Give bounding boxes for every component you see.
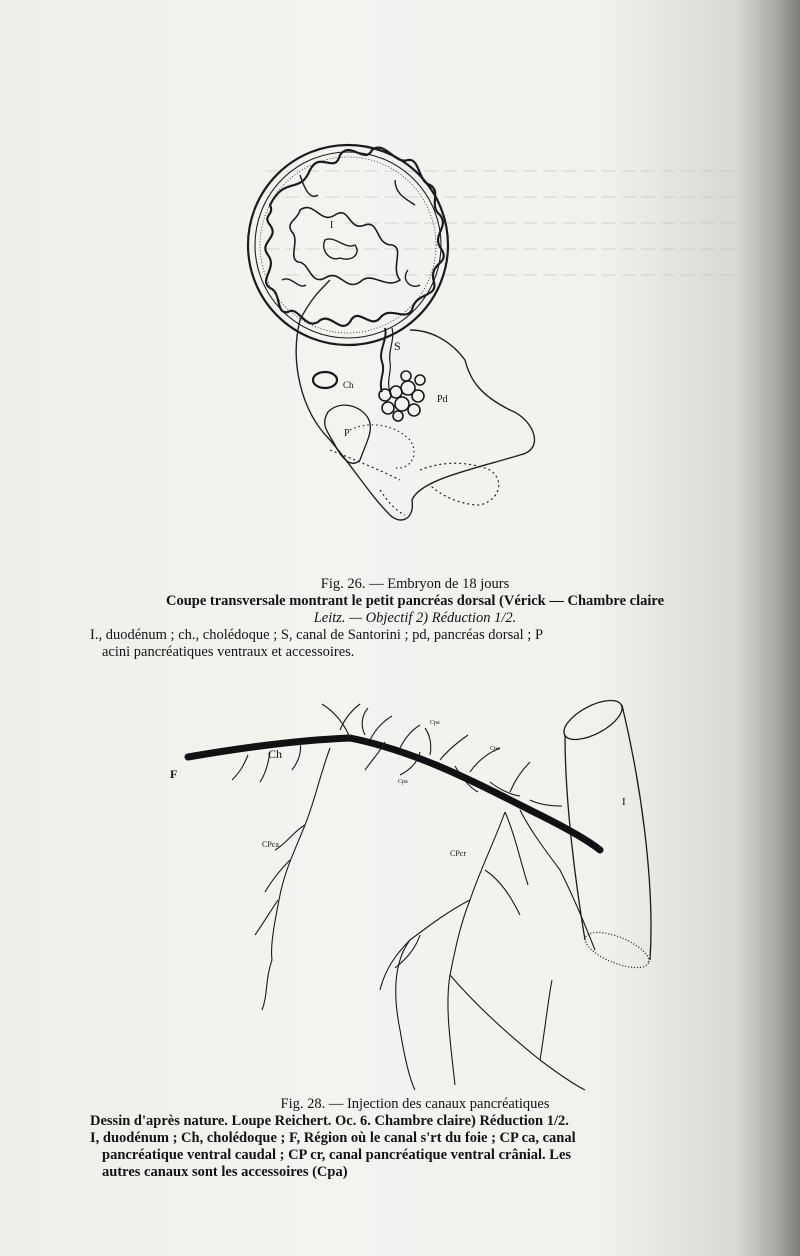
- fig26-legend-line1: I., duodénum ; ch., cholédoque ; S, canal de Santorini ; pd, pancréas dorsal ; P: [90, 627, 544, 643]
- fig28-label-Cpa-3: Cpa: [398, 779, 408, 785]
- fig28-label-F: F: [170, 767, 178, 781]
- fig28-choledoque-duct: [188, 738, 600, 850]
- fig28-label-CPcr: CPcr: [450, 849, 466, 858]
- fig28-labels: [170, 720, 626, 858]
- fig26-label-Pd: Pd: [437, 394, 448, 405]
- fig28-caption-line1: Dessin d'après nature. Loupe Reichert. Oc. 6. Chambre claire) Réduction 1/2.: [90, 1113, 569, 1129]
- fig26-label-P: P: [344, 428, 350, 439]
- fig28-label-I: I: [622, 796, 626, 808]
- fig28-label-Cpa-2: Cpa: [490, 746, 500, 752]
- fig26-caption: [90, 576, 740, 661]
- fig26-drawing: [296, 280, 534, 520]
- fig28-caption-line3: pancréatique ventral caudal ; CP cr, canal pancréatique ventral crânial. Les: [102, 1147, 572, 1163]
- fig26-label-I: I: [330, 220, 334, 231]
- fig26-caption-line2: Leitz. — Objectif 2) Réduction 1/2.: [313, 610, 517, 626]
- fig28-pancreatic-canals: [232, 704, 595, 1090]
- fig26-ch-p: [313, 372, 370, 463]
- fig28-caption-line4: autres canaux sont les accessoires (Cpa): [102, 1164, 348, 1180]
- fig26-duodenum: [248, 145, 448, 345]
- fig26-title: Fig. 26. — Embryon de 18 jours: [320, 576, 510, 592]
- fig26-label-S: S: [394, 339, 401, 353]
- fig28-label-CPca: CPca: [262, 840, 279, 849]
- fig26-caption-line1: Coupe transversale montrant le petit pancréas dorsal (Vérick — Chambre claire: [165, 593, 665, 609]
- bleed-through-text: — — — — — — — — — — — — — — — — — — — — — — — — — — — — — — — — — — — — — — — — — — — — — — — — — — — — — — — — — — — — — — — — — — — — — — — — — — — — — — — — — — — — — — — — — — — — — — — — — — — — — — — — — — — — — — — — — — —: [265, 161, 735, 283]
- fig26-legend-line2: acini pancréatiques ventraux et accessoires.: [102, 644, 355, 660]
- fig26-santorini-pd: [379, 328, 425, 421]
- fig26-labels: [330, 220, 448, 439]
- fig28-caption-line2: I, duodénum ; Ch, cholédoque ; F, Région où le canal s'rt du foie ; CP ca, canal: [90, 1130, 576, 1146]
- fig28-label-Ch: Ch: [268, 747, 283, 761]
- fig28-label-Cpa-1: Cpa: [430, 720, 440, 726]
- fig26-label-Ch: Ch: [343, 380, 354, 390]
- fig28-caption: [90, 1096, 740, 1181]
- fig28-title: Fig. 28. — Injection des canaux pancréatiques: [280, 1096, 550, 1112]
